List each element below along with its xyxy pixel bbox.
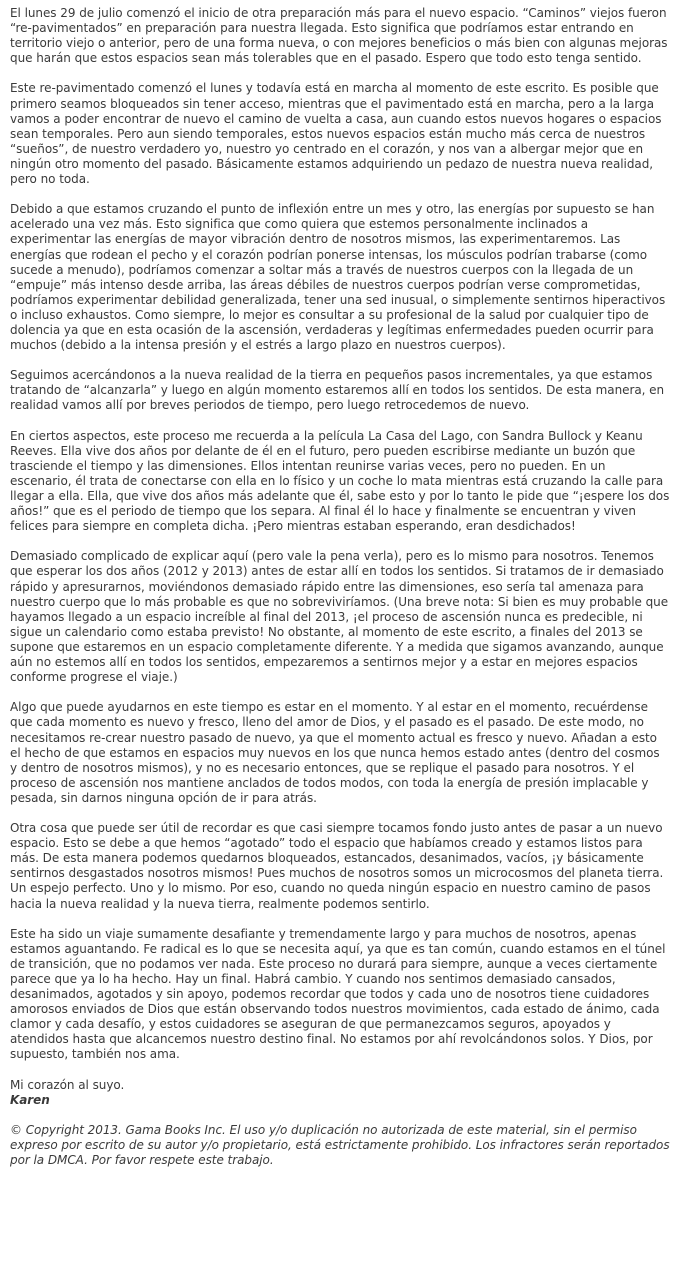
paragraph-5: En ciertos aspectos, este proceso me recuerda a la película La Casa del Lago, con Sandra Bullock y Keanu Reeves. Ella vive dos años por delante de él en el futuro, pero pueden escribirse mediante un buzón que trasciende el tiempo y las dimensiones. Ellos intentan reunirse varias veces, pero no pueden. En un escenario, él trata de conectarse con ella en lo físico y un coche lo mata mientras está cruzando la calle para llegar a ella. Ella, que vive dos años más adelante que él, sabe esto y por lo tanto le pide que “¡espere los dos años!” que es el periodo de tiempo que los separa. Al final él lo hace y finalmente se encuentran y viven felices para siempre en completa dicha. ¡Pero mientras estaban esperando, eran desdichados!: [10, 428, 670, 534]
signoff: [10, 1078, 670, 1108]
paragraph-1: El lunes 29 de julio comenzó el inicio de otra preparación más para el nuevo espacio. “Caminos” viejos fueron “re-pavimentados” en preparación para nuestra llegada. Esto significa que podríamos estar entrando en territorio viejo o anterior, pero de una forma nueva, o con mejores beneficios o más bien con algunas mejoras que harán que estos espacios sean más tolerables que en el pasado. Espero que todo esto tenga sentido.: [10, 6, 668, 66]
article-body: [10, 6, 670, 1183]
copyright-notice: © Copyright 2013. Gama Books Inc. El uso y/o duplicación no autorizada de este material, sin el permiso expreso por escrito de su autor y/o propietario, está estrictamente prohibido. Los infractores serán reportados por la DMCA. Por favor respete este trabajo.: [10, 1122, 670, 1168]
paragraph-6: Demasiado complicado de explicar aquí (pero vale la pena verla), pero es lo mismo para nosotros. Tenemos que esperar los dos años (2012 y 2013) antes de estar allí en todos los sentidos. Si tratamos de ir demasiado rápido y apresurarnos, moviéndonos demasiado rápido entre las dimensiones, eso sería tal amenaza para nuestro cuerpo que lo más probable es que no sobreviviríamos. (Una breve nota: Si bien es muy probable que hayamos llegado a un espacio increíble al final del 2013, ¡el proceso de ascensión nunca es predecible, ni sigue un calendario como estaba previsto! No obstante, al momento de este escrito, a finales del 2013 se supone que estaremos en un espacio completamente diferente. Y a medida que sigamos avanzando, aunque aún no estemos allí en todos los sentidos, empezaremos a sentirnos mejor y a estar en mejores espacios conforme progrese el viaje.): [10, 549, 669, 685]
paragraph-4: Seguimos acercándonos a la nueva realidad de la tierra en pequeños pasos incrementales, ya que estamos tratando de “alcanzarla” y luego en algún momento estaremos allí en todos los sentidos. De esta manera, en realidad vamos allí por breves periodos de tiempo, pero luego retrocedemos de nuevo.: [10, 368, 665, 413]
closing-line: Mi corazón al suyo.: [10, 1077, 125, 1092]
author-name: Karen: [10, 1092, 50, 1107]
paragraph-2: Este re-pavimentado comenzó el lunes y todavía está en marcha al momento de este escrito. Es posible que primero seamos bloqueados sin tener acceso, mientras que el pavimentado está en marcha, pero a la larga vamos a poder encontrar de nuevo el camino de vuelta a casa, aun cuando estos nuevos hogares o espacios sean temporales. Pero aun siendo temporales, estos nuevos espacios están mucho más cerca de nuestros “sueños”, de nuestro verdadero yo, nuestro yo centrado en el corazón, y nos van a albergar mejor que en ningún otro momento del pasado. Básicamente estamos adquiriendo un pedazo de nuestra nueva realidad, pero no toda.: [10, 81, 662, 187]
paragraph-9: Este ha sido un viaje sumamente desafiante y tremendamente largo y para muchos de nosotros, apenas estamos aguantando. Fe radical es lo que se necesita aquí, ya que es tan común, cuando estamos en el túnel de transición, que no podamos ver nada. Este proceso no durará para siempre, aunque a veces ciertamente parece que ya lo ha hecho. Hay un final. Habrá cambio. Y cuando nos sentimos demasiado cansados, desanimados, agotados y sin apoyo, podemos recordar que todos y cada uno de nosotros tiene cuidadores amorosos enviados de Dios que están observando todos nuestros movimientos, cada estado de ánimo, cada clamor y cada desafío, y estos cuidadores se aseguran de que permanezcamos seguros, apoyados y atendidos hasta que alcancemos nuestro destino final. No estamos por ahí revolcándonos solos. Y Dios, por supuesto, también nos ama.: [10, 926, 666, 1062]
paragraph-8: Otra cosa que puede ser útil de recordar es que casi siempre tocamos fondo justo antes de pasar a un nuevo espacio. Esto se debe a que hemos “agotado” todo el espacio que habíamos creado y estamos listos para más. De esta manera podemos quedarnos bloqueados, estancados, desanimados, vacíos, ¡y básicamente sentirnos desgastados nosotros mismos! Pues muchos de nosotros somos un microcosmos del planeta tierra. Un espejo perfecto. Uno y lo mismo. Por eso, cuando no queda ningún espacio en nuestro camino de pasos hacia la nueva realidad y la nueva tierra, realmente podemos sentirlo.: [10, 821, 664, 911]
paragraph-7: Algo que puede ayudarnos en este tiempo es estar en el momento. Y al estar en el momento, recuérdense que cada momento es nuevo y fresco, lleno del amor de Dios, y el pasado es el pasado. De este modo, no necesitamos re-crear nuestro pasado de nuevo, ya que el momento actual es fresco y nuevo. Añadan a esto el hecho de que estamos en espacios muy nuevos en los que nunca hemos estado antes (dentro del cosmos y dentro de nosotros mismos), y no es necesario entonces, que se replique el pasado para nosotros. Y el proceso de ascensión nos mantiene anclados de todos modos, con toda la energía de presión implacable y pesada, sin darnos ninguna opción de ir para atrás.: [10, 700, 660, 805]
paragraph-3: Debido a que estamos cruzando el punto de inflexión entre un mes y otro, las energías por supuesto se han acelerado una vez más. Esto significa que como quiera que estemos personalmente inclinados a experimentar las energías de mayor vibración dentro de nosotros mismos, las experimentaremos. Las energías que rodean el pecho y el corazón podrían ponerse intensas, los músculos podrían trabarse (como sucede a menudo), podríamos comenzar a soltar más a través de nuestros cuerpos con la llegada de un “empuje” más intenso desde arriba, las áreas débiles de nuestros cuerpos podrían verse comprometidas, podríamos experimentar debilidad generalizada, tener una sed inusual, o simplemente sentirnos hiperactivos o incluso exhaustos. Como siempre, lo mejor es consultar a su profesional de la salud por cualquier tipo de dolencia ya que en esta ocasión de la ascensión, verdaderas y legítimas enfermedades pueden ocurrir para muchos (debido a la intensa presión y el estrés a largo plazo en nuestros cuerpos).: [10, 202, 666, 353]
